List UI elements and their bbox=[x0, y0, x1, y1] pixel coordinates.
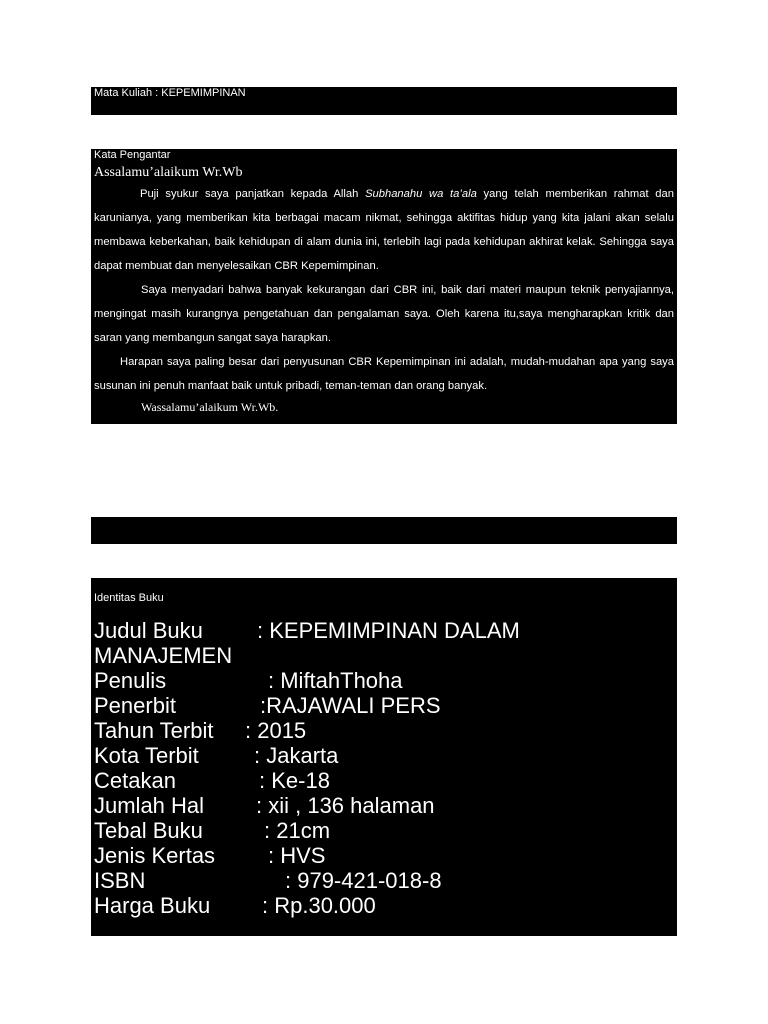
row-value: : Rp.30.000 bbox=[262, 893, 376, 918]
mata-kuliah-text: Mata Kuliah : KEPEMIMPINAN bbox=[94, 87, 246, 99]
identitas-row bbox=[94, 768, 674, 793]
row-value: : HVS bbox=[268, 843, 326, 868]
row-value: : xii , 136 halaman bbox=[256, 793, 435, 818]
kata-pengantar-block bbox=[91, 149, 677, 424]
identitas-row bbox=[94, 793, 674, 818]
identitas-row bbox=[94, 818, 674, 843]
identitas-row bbox=[94, 668, 674, 693]
identitas-row bbox=[94, 843, 674, 868]
row-label: Jumlah Hal bbox=[94, 793, 205, 818]
identitas-row bbox=[94, 893, 674, 918]
identitas-row-judul bbox=[94, 618, 674, 643]
row-value: : Jakarta bbox=[254, 743, 339, 768]
identitas-buku-block bbox=[91, 578, 677, 936]
paragraph-1 bbox=[94, 182, 674, 278]
row-label: Penulis bbox=[94, 668, 167, 693]
kata-pengantar-heading: Kata Pengantar bbox=[94, 149, 171, 161]
row-label: Jenis Kertas bbox=[94, 843, 216, 868]
judul-continuation: MANAJEMEN bbox=[94, 643, 233, 668]
row-value: : 979-421-018-8 bbox=[285, 868, 442, 893]
row-value: :RAJAWALI PERS bbox=[260, 693, 441, 718]
identitas-row bbox=[94, 693, 674, 718]
paragraph-1-start: Puji syukur saya panjatkan kepada Allah bbox=[140, 188, 366, 200]
paragraph-3: Harapan saya paling besar dari penyusunan CBR Kepemimpinan ini adalah, mudah-mudahan apa yang saya susunan ini penuh manfaat baik untuk pribadi, teman-teman dan orang banyak. bbox=[94, 356, 674, 392]
row-label: Harga Buku bbox=[94, 893, 211, 918]
judul-value: : KEPEMIMPINAN DALAM bbox=[257, 618, 520, 643]
empty-block bbox=[91, 517, 677, 544]
identitas-row bbox=[94, 743, 674, 768]
identitas-row-judul-cont bbox=[94, 643, 674, 668]
row-label: Tahun Terbit bbox=[94, 718, 214, 743]
row-value: : 21cm bbox=[264, 818, 331, 843]
mata-kuliah-block bbox=[91, 87, 677, 115]
paragraph-1-italic: Subhanahu wa ta’ala bbox=[365, 188, 477, 200]
identitas-rows bbox=[94, 618, 674, 918]
identitas-row bbox=[94, 718, 674, 743]
row-label: Penerbit bbox=[94, 693, 176, 718]
salam-opening: Assalamu’alaikum Wr.Wb bbox=[94, 165, 243, 180]
paragraph-1-end: yang telah memberikan rahmat dan karunianya, yang memberikan kita berbagai macam nikmat, sehingga aktifitas hidup yang kita jalani akan selalu membawa keberkahan, baik kehidupan di alam dunia ini, terlebih lagi pada kehidupan akhirat kelak. Sehingga saya dapat membuat dan menyelesaikan CBR Kepemimpinan. bbox=[94, 188, 674, 272]
row-label: Kota Terbit bbox=[94, 743, 199, 768]
row-label: Cetakan bbox=[94, 768, 176, 793]
identitas-row bbox=[94, 868, 674, 893]
row-label: ISBN bbox=[94, 868, 146, 893]
row-label: Tebal Buku bbox=[94, 818, 203, 843]
identitas-heading: Identitas Buku bbox=[94, 592, 164, 604]
row-value: : 2015 bbox=[245, 718, 307, 743]
row-value: : Ke-18 bbox=[259, 768, 330, 793]
salam-closing: Wassalamu’alaikum Wr.Wb. bbox=[141, 400, 279, 414]
row-value: : MiftahThoha bbox=[268, 668, 403, 693]
paragraph-2: Saya menyadari bahwa banyak kekurangan dari CBR ini, baik dari materi maupun teknik penyajiannya, mengingat masih kurangnya pengetahuan dan pengalaman saya. Oleh karena itu,saya mengharapkan kritik dan saran yang membangun sangat saya harapkan. bbox=[94, 284, 674, 344]
judul-label: Judul Buku bbox=[94, 618, 203, 643]
